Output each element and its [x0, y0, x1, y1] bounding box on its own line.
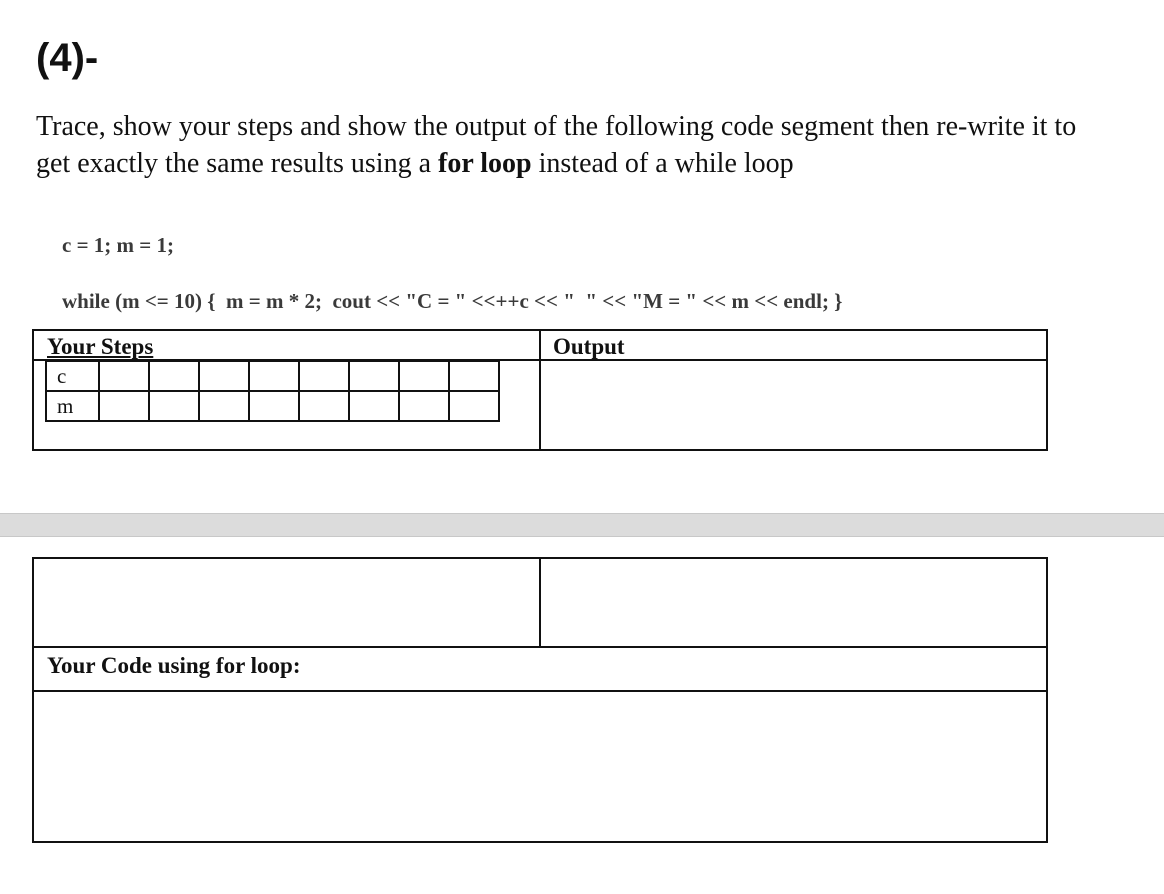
code-line-1: c = 1; m = 1;: [62, 233, 174, 257]
trace-cell[interactable]: [399, 361, 449, 391]
page-separator: [0, 513, 1164, 537]
output-header: Output: [553, 334, 625, 359]
trace-row-label: m: [46, 391, 99, 421]
answer-table-divider: [539, 329, 541, 451]
trace-cell[interactable]: [349, 391, 399, 421]
trace-cell[interactable]: [149, 391, 199, 421]
code-answer-area[interactable]: [34, 693, 1046, 841]
trace-row-label: c: [46, 361, 99, 391]
trace-cell[interactable]: [149, 361, 199, 391]
trace-cell[interactable]: [349, 361, 399, 391]
code-line-2: while (m <= 10) { m = m * 2; cout << "C = " <<++c << " " << "M = " << m << endl; }: [62, 289, 843, 313]
output-continuation-cell[interactable]: [542, 559, 1046, 645]
trace-cell[interactable]: [449, 361, 499, 391]
trace-cell[interactable]: [249, 361, 299, 391]
trace-cell[interactable]: [299, 361, 349, 391]
trace-cell[interactable]: [249, 391, 299, 421]
question-number: (4)-: [36, 36, 99, 80]
question-prompt: [36, 108, 1096, 182]
trace-cell[interactable]: [99, 361, 149, 391]
steps-continuation-cell[interactable]: [34, 559, 538, 645]
prompt-text-2: instead of a while loop: [531, 148, 794, 179]
trace-cell[interactable]: [199, 361, 249, 391]
trace-cell[interactable]: [449, 391, 499, 421]
answer-box-line-1: [32, 646, 1048, 648]
trace-cell[interactable]: [299, 391, 349, 421]
trace-cell[interactable]: [399, 391, 449, 421]
prompt-text-1: Trace, show your steps and show the output of the following code segment then re-write it to get exactly the same results using a: [36, 111, 1077, 179]
trace-cell[interactable]: [99, 391, 149, 421]
code-segment: [62, 203, 842, 343]
code-section-label: Your Code using for loop:: [47, 653, 301, 678]
steps-header: Your Steps: [47, 334, 154, 359]
answer-box-divider: [539, 557, 541, 648]
prompt-bold-for-loop: for loop: [438, 148, 532, 179]
trace-row-m: [46, 391, 499, 421]
trace-row-c: [46, 361, 499, 391]
answer-box-line-2: [32, 690, 1048, 692]
trace-grid: [45, 360, 500, 422]
trace-cell[interactable]: [199, 391, 249, 421]
